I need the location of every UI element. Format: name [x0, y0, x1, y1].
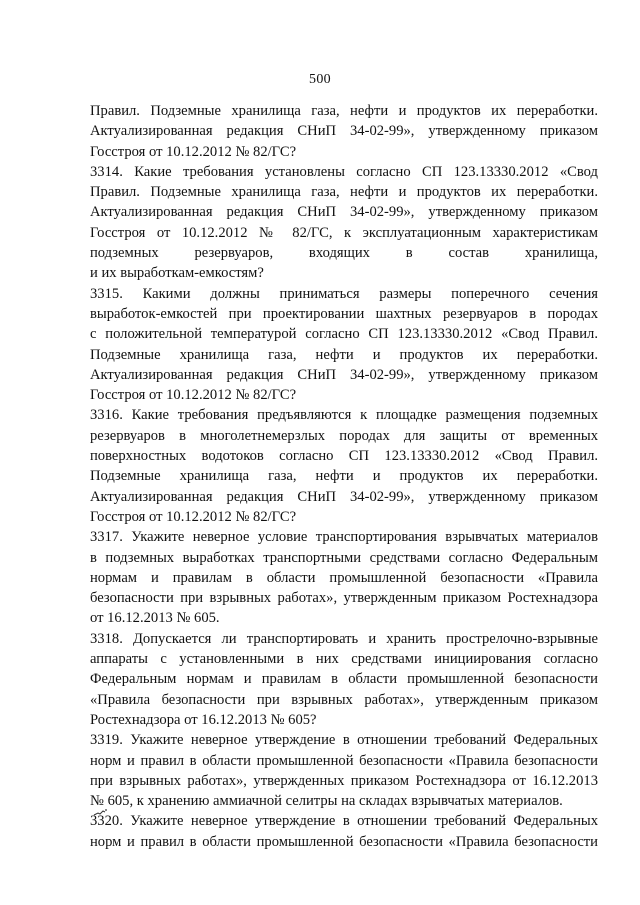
text-line: и их выработкам-емкостям? [90, 265, 264, 282]
text-line: 3316. Какие требования предъявляются к площадке размещения подземных [90, 407, 598, 424]
text-line: Федеральным нормам и правилам в области промышленной безопасности [90, 671, 598, 688]
text-line: норм и правил в области промышленной безопасности «Правила безопасности [90, 752, 598, 769]
scan-artifact-mark [93, 806, 109, 818]
text-line: Актуализированная редакция СНиП 34-02-99», утвержденному приказом [90, 204, 598, 221]
text-line: от 16.12.2013 № 605. [90, 610, 220, 627]
text-line: Госстроя от 10.12.2012 № 82/ГС, к эксплуатационным характеристикам [90, 224, 598, 241]
text-line: Актуализированная редакция СНиП 34-02-99», утвержденному приказом [90, 123, 598, 140]
text-line: выработок-емкостей при проектировании шахтных резервуаров в породах [90, 305, 598, 322]
text-line: с положительной температурой согласно СП 123.13330.2012 «Свод Правил. [90, 326, 598, 343]
text-line: Госстроя от 10.12.2012 № 82/ГС? [90, 143, 297, 160]
page-number: 500 [309, 72, 331, 87]
text-line: нормам и правилам в области промышленной безопасности «Правила [90, 569, 598, 586]
text-line: Правил. Подземные хранилища газа, нефти и продуктов их переработки. [90, 103, 598, 119]
text-line: резервуаров в многолетнемерзлых породах для защиты от временных [90, 427, 598, 444]
text-line: Подземные хранилища газа, нефти и продуктов их переработки. [90, 468, 598, 485]
text-line: «Правила безопасности при взрывных работах», утвержденным приказом [90, 691, 598, 708]
text-line: Госстроя от 10.12.2012 № 82/ГС? [90, 508, 297, 525]
text-line: 3320. Укажите неверное утверждение в отношении требований Федеральных [90, 813, 598, 830]
text-line: при взрывных работах», утвержденных приказом Ростехнадзора от 16.12.2013 [90, 772, 598, 789]
text-line: в подземных выработках транспортными средствами согласно Федеральным [90, 549, 598, 566]
text-line: безопасности при взрывных работах», утвержденным приказом Ростехнадзора [90, 590, 598, 607]
text-line: Ростехнадзора от 16.12.2013 № 605? [90, 711, 317, 728]
text-line: аппараты с установленными в них средствами инициирования согласно [90, 651, 598, 668]
text-line: Подземные хранилища газа, нефти и продуктов их переработки. [90, 346, 598, 363]
text-line: подземных резервуаров, входящих в состав хранилища, [90, 245, 598, 262]
document-body [90, 101, 598, 852]
text-line: 3314. Какие требования установлены согласно СП 123.13330.2012 «Свод [90, 163, 598, 180]
text-line: 3315. Какими должны приниматься размеры поперечного сечения [90, 285, 598, 302]
text-line: Актуализированная редакция СНиП 34-02-99», утвержденному приказом [90, 366, 598, 383]
text-line: № 605, к хранению аммиачной селитры на складах взрывчатых материалов. [90, 793, 563, 810]
text-line: 3317. Укажите неверное условие транспортирования взрывчатых материалов [90, 529, 598, 546]
text-line: норм и правил в области промышленной безопасности «Правила безопасности [90, 833, 598, 850]
text-line: Госстроя от 10.12.2012 № 82/ГС? [90, 387, 297, 404]
text-line: 3319. Укажите неверное утверждение в отношении требований Федеральных [90, 732, 598, 749]
text-line: Актуализированная редакция СНиП 34-02-99», утвержденному приказом [90, 488, 598, 505]
text-line: 3318. Допускается ли транспортировать и хранить прострелочно-взрывные [90, 630, 598, 647]
text-line: Правил. Подземные хранилища газа, нефти и продуктов их переработки. [90, 184, 598, 201]
text-line: поверхностных водотоков согласно СП 123.13330.2012 «Свод Правил. [90, 448, 598, 465]
